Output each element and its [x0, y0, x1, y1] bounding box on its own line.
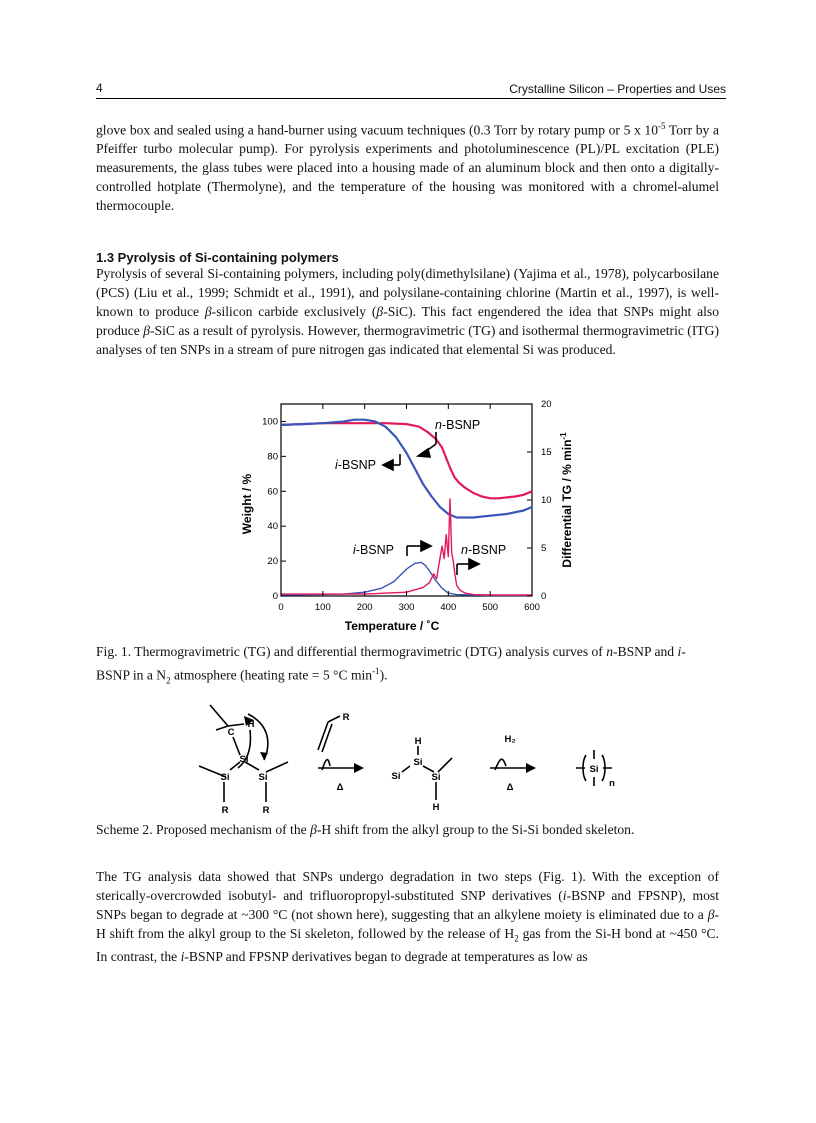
annotation-n-bsnp-top-suffix: -BSNP	[441, 418, 481, 432]
scheme-cap-beta: β	[310, 822, 317, 837]
x-tick-label: 0	[278, 602, 284, 613]
x-tick-label: 600	[524, 602, 540, 613]
x-axis-label: Temperature / ˚C	[344, 619, 440, 633]
para3-text-c: -H shift from the alkyl group to the Si skeleton, followed by the release of H	[96, 906, 719, 941]
para3-i-1: i	[562, 887, 567, 903]
y-right-tick-label: 15	[541, 447, 552, 458]
annotation-n-bsnp-bottom-suffix: -BSNP	[467, 543, 507, 557]
scheme-2-caption	[96, 821, 719, 840]
tg-dtg-chart	[232, 392, 584, 636]
scheme-label-Si-4: Si	[413, 757, 423, 768]
annotation-i-bsnp-top-prefix: i	[335, 458, 338, 472]
scheme-label-delta-1: Δ	[336, 782, 344, 793]
scheme-label-H-1: H	[247, 719, 255, 730]
y-axis-right-label	[559, 432, 574, 568]
y-left-tick-label: 100	[262, 416, 278, 428]
fig-cap-b: -BSNP and	[613, 644, 678, 659]
y-left-tick-label: 60	[267, 486, 278, 498]
scheme-label-n: n	[609, 778, 615, 789]
para2-beta-1: β	[204, 303, 212, 319]
fig-cap-d: atmosphere (heating rate = 5 °C min	[170, 667, 373, 683]
y-left-tick-label: 80	[267, 451, 278, 463]
para2-text-c: -SiC). This fact engendered the idea that SNPs might also produce	[96, 303, 720, 338]
scheme-label-Si-5: Si	[391, 771, 401, 782]
y-left-tick-label: 40	[267, 521, 278, 533]
scheme-label-H2: H₂	[504, 734, 516, 745]
paragraph-tg-analysis	[96, 868, 719, 967]
x-tick-label: 200	[356, 602, 373, 613]
fig-cap-sup: -1	[372, 665, 380, 676]
running-title: Crystalline Silicon – Properties and Uses	[509, 82, 726, 96]
fig-cap-c: -BSNP in a N	[96, 644, 686, 683]
series-line-0	[281, 423, 532, 498]
scheme-cap-b: -H shift from the alkyl group to the Si-Si bonded skeleton.	[316, 822, 635, 837]
scheme-cap-a: Scheme 2. Proposed mechanism of the	[96, 822, 311, 837]
para1-exponent: -5	[658, 121, 666, 131]
scheme-label-Si-3: Si	[258, 772, 268, 783]
section-heading: 1.3 Pyrolysis of Si-containing polymers	[96, 250, 339, 265]
para3-text-a: The TG analysis data showed that SNPs undergo degradation in two steps (Fig. 1). With the exception of sterically-overcrowded isobutyl- and trifluoropropyl-substituted SNP derivatives (	[96, 869, 719, 903]
annotation-n-bsnp-bottom-prefix: n	[461, 543, 468, 557]
fig-cap-e: ).	[379, 667, 388, 683]
scheme-label-Si-6: Si	[431, 772, 441, 783]
annotation-i-bsnp-bottom-prefix: i	[353, 543, 356, 557]
scheme-label-R-1: R	[221, 805, 229, 816]
y-axis-left-label: Weight / %	[240, 473, 254, 535]
annotation-n-bsnp-bottom	[461, 543, 506, 557]
y-axis-right-label-main: Differential TG / % min	[560, 439, 574, 568]
scheme-label-H-2: H	[414, 736, 422, 747]
para2-text-b: -silicon carbide exclusively (	[211, 303, 377, 319]
annotation-n-bsnp-top-prefix: n	[435, 418, 442, 432]
para3-sub: 2	[514, 933, 519, 944]
plot-frame	[281, 404, 532, 596]
paragraph-pyrolysis	[96, 265, 719, 360]
annotation-n-bsnp-top	[435, 418, 480, 432]
fig-cap-a: Fig. 1. Thermogravimetric (TG) and differential thermogravimetric (DTG) analysis curves of	[96, 644, 607, 659]
para3-text-b: -BSNP and FPSNP), most SNPs began to degrade at ~300 °C (not shown here), suggesting that an alkylene moiety is eliminated due to a	[96, 887, 719, 922]
series-line-1	[281, 420, 532, 518]
annotation-i-bsnp-top-suffix: -BSNP	[337, 458, 376, 472]
x-tick-label: 500	[482, 602, 499, 613]
scheme-label-Si-1: Si	[239, 754, 249, 765]
scheme-label-C: C	[227, 727, 235, 738]
annotation-i-bsnp-top	[335, 458, 376, 472]
annotation-i-bsnp-bottom	[353, 543, 394, 557]
para3-text-e: -BSNP and FPSNP derivatives began to degrade at temperatures as low as	[184, 949, 588, 965]
para2-text-d: -SiC as a result of pyrolysis. However, thermogravimetric (TG) and isothermal thermogravimetric (ITG) analyses of ten SNPs in a stream of pure nitrogen gas indicated that elemental Si was produced.	[96, 322, 720, 357]
para1-text-b: Torr by a Pfeiffer turbo molecular pump). For pyrolysis experiments and photoluminescence (PL)/PL excitation (PLE) measurements, the glass tubes were placed into a housing made of an aluminum block and then onto a digitally-controlled hotplate (Thermolyne), and the temperature of the housing was monitored with a chromel-alumel thermocouple.	[96, 122, 719, 214]
y-right-tick-label: 5	[541, 543, 547, 554]
scheme-label-R-2: R	[262, 805, 270, 816]
fig-cap-i: i	[677, 644, 682, 659]
scheme-label-R-3: R	[342, 712, 350, 723]
x-tick-label: 100	[314, 602, 331, 613]
para1-text-a: glove box and sealed using a hand-burner using vacuum techniques (0.3 Torr by rotary pump or 5 x 10	[96, 122, 659, 138]
annotation-i-bsnp-bottom-suffix: -BSNP	[355, 543, 394, 557]
para2-beta-3: β	[143, 322, 150, 338]
scheme-label-Si-2: Si	[220, 772, 230, 783]
y-right-tick-label: 20	[541, 399, 552, 410]
arrow-i-bsnp-top	[383, 454, 400, 470]
figure-1-caption	[96, 643, 719, 690]
fig-cap-sub: 2	[166, 675, 171, 686]
paragraph-methods	[96, 117, 719, 216]
page-number: 4	[96, 81, 103, 95]
scheme-2-diagram	[190, 700, 630, 816]
y-left-tick-label: 20	[267, 556, 278, 568]
scheme-label-H-3: H	[432, 802, 440, 813]
fig-cap-n: n	[606, 644, 614, 659]
x-tick-label: 300	[398, 602, 415, 613]
para2-beta-2: β	[376, 303, 384, 319]
scheme-label-Si-7: Si	[589, 764, 599, 775]
arrow-i-bsnp-bottom	[407, 541, 431, 556]
arrow-n-bsnp-bottom	[457, 559, 479, 575]
para2-text-a: Pyrolysis of several Si-containing polymers, including poly(dimethylsilane) (Yajima et al., 1978), polycarbosilane (PCS) (Liu et al., 1999; Schmidt et al., 1991), and polysilane-containing chlorine (Martin et al., 1997), is well-known to produce	[96, 266, 719, 319]
y-right-tick-label: 10	[541, 495, 552, 506]
series-line-2	[281, 562, 532, 595]
scheme-label-delta-2: Δ	[506, 782, 514, 793]
para3-beta: β	[707, 906, 715, 922]
para3-i-2: i	[180, 949, 185, 965]
y-left-tick-label: 0	[272, 591, 278, 602]
x-tick-label: 400	[440, 602, 457, 613]
page-header	[96, 80, 726, 99]
y-right-tick-label: 0	[541, 591, 547, 602]
para3-text-d: gas from the Si-H bond at ~450 °C. In contrast, the	[96, 925, 719, 965]
y-axis-right-label-exp: -1	[559, 432, 568, 440]
